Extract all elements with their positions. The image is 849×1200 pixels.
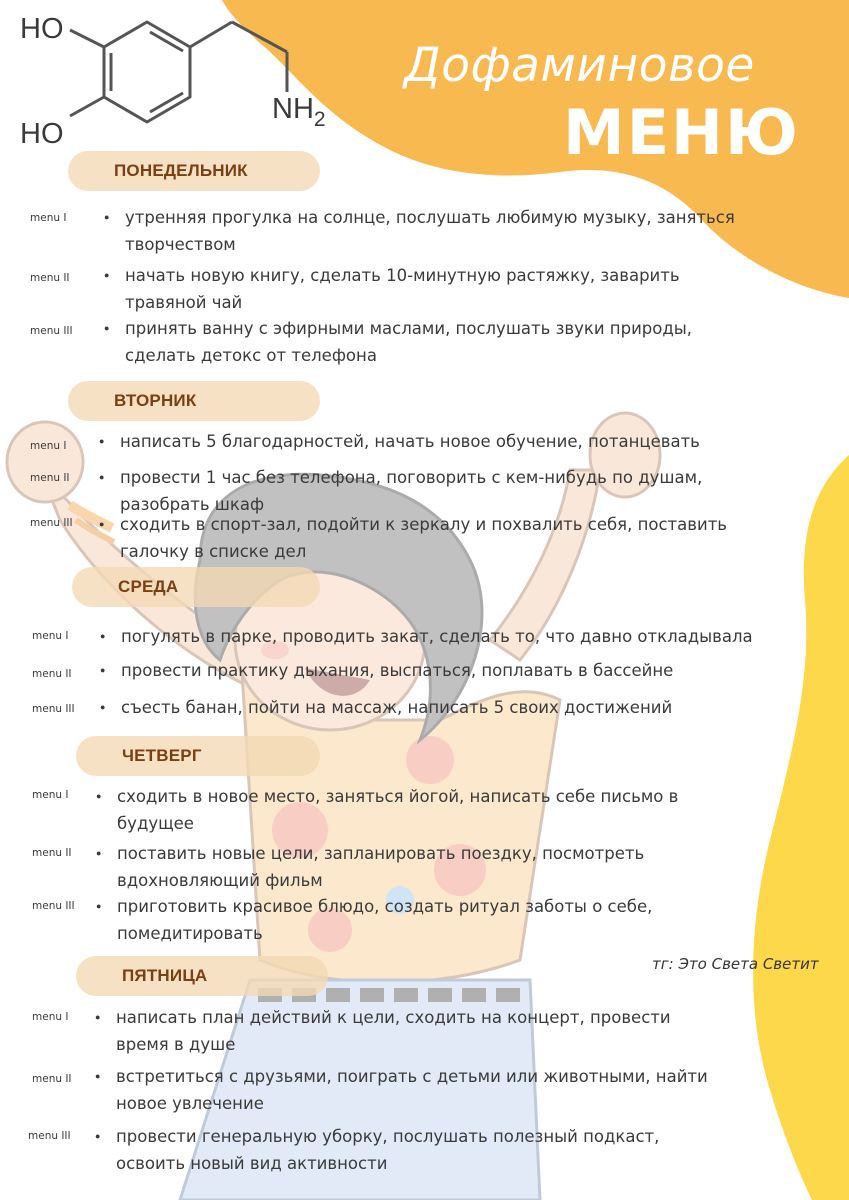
menu-label: menu II [30,272,70,284]
bullet-icon: ● [95,1071,101,1081]
amine-subscript: 2 [313,108,326,131]
day-heading: ВТОРНИК [68,381,320,421]
bullet-icon: ● [100,702,106,712]
menu-item-text: травяной чай [125,293,243,312]
menu-label: menu II [32,1073,72,1085]
menu-label: menu III [30,325,73,337]
menu-item-text: провести 1 час без телефона, поговорить с кем-нибудь по душам, [120,468,703,487]
molecule-amine [272,93,326,131]
bullet-icon: ● [104,270,110,280]
menu-item-text: утренняя прогулка на солнце, послушать любимую музыку, заняться [125,208,735,227]
day-heading: ПЯТНИЦА [76,956,328,996]
menu-label: menu II [32,847,72,859]
menu-item-text: новое увлечение [116,1094,264,1113]
menu-item-text: разобрать шкаф [120,495,265,514]
menu-item-text: написать 5 благодарностей, начать новое обучение, потанцевать [120,432,700,451]
bullet-icon: ● [100,665,106,675]
day-heading: СРЕДА [72,567,320,607]
menu-item-text: сходить в спорт-зал, подойти к зеркалу и похвалить себя, поставить [120,515,728,534]
day-heading: ЧЕТВЕРГ [76,736,320,776]
molecule-ho-bottom: HO [20,118,64,150]
menu-item-text: галочку в списке дел [120,542,307,561]
menu-item-text: сходить в новое место, заняться йогой, написать себе письмо в [117,787,679,806]
menu-item-text: поставить новые цели, запланировать поездку, посмотреть [117,844,645,863]
menu-item-text: встретиться с друзьями, поиграть с детьми или животными, найти [116,1067,708,1086]
bullet-icon: ● [96,848,102,858]
menu-item-text: творчеством [125,235,236,254]
menu-label: menu II [30,472,70,484]
menu-label: menu I [32,1011,69,1023]
menu-item-text: время в душе [116,1035,236,1054]
amine-text: NH [272,93,314,125]
bullet-icon: ● [99,436,105,446]
title-line-1: Дофаминовое [404,38,755,93]
bullet-icon: ● [99,519,105,529]
menu-item-text: съесть банан, пойти на массаж, написать 5 своих достижений [121,698,673,717]
dopamine-molecule [0,0,345,160]
bullet-icon: ● [99,472,105,482]
bullet-icon: ● [100,631,106,641]
author-credit: тг: Это Света Светит [652,955,819,973]
menu-item-text: написать план действий к цели, сходить на концерт, провести [116,1008,671,1027]
menu-item-text: приготовить красивое блюдо, создать ритуал заботы о себе, [117,897,653,916]
bullet-icon: ● [95,1012,101,1022]
menu-label: menu III [32,703,75,715]
menu-label: menu I [32,789,69,801]
bullet-icon: ● [104,212,110,222]
menu-label: menu II [32,668,72,680]
bullet-icon: ● [96,791,102,801]
menu-label: menu III [30,517,73,529]
menu-item-text: начать новую книгу, сделать 10-минутную растяжку, заварить [125,266,680,285]
menu-label: menu I [30,440,67,452]
menu-item-text: вдохновляющий фильм [117,871,323,890]
menu-label: menu I [32,630,69,642]
menu-item-text: принять ванну с эфирными маслами, послушать звуки природы, [125,319,693,338]
day-heading: ПОНЕДЕЛЬНИК [68,151,320,191]
title-line-2: МЕНЮ [563,96,800,169]
molecule-ho-top: HO [20,13,64,45]
menu-label: menu III [28,1130,71,1142]
menu-item-text: освоить новый вид активности [116,1154,388,1173]
menu-label: menu III [32,900,75,912]
menu-label: menu I [30,212,67,224]
menu-item-text: погулять в парке, проводить закат, сделать то, что давно откладывала [121,627,753,646]
menu-item-text: провести практику дыхания, выспаться, поплавать в бассейне [121,661,674,680]
menu-item-text: сделать детокс от телефона [125,346,377,365]
bullet-icon: ● [104,323,110,333]
menu-item-text: помедитировать [117,924,263,943]
menu-item-text: будущее [117,814,194,833]
menu-item-text: провести генеральную уборку, послушать полезный подкаст, [116,1127,660,1146]
bullet-icon: ● [96,901,102,911]
bullet-icon: ● [95,1131,101,1141]
